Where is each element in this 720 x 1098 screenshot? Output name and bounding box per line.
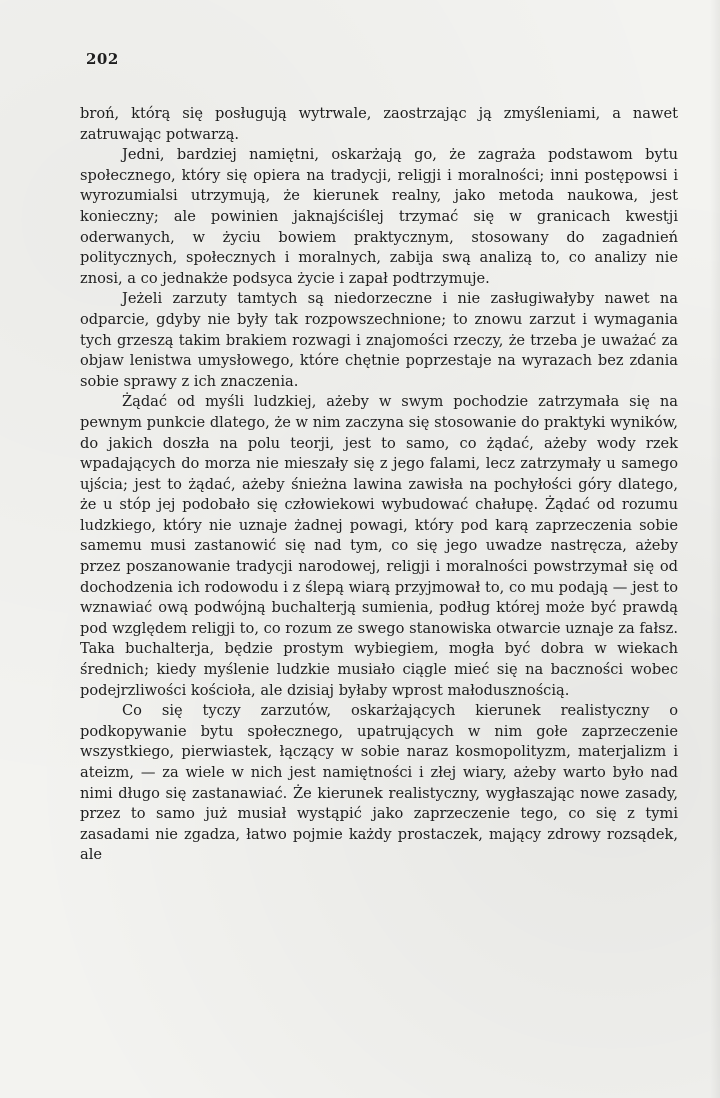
body-text	[80, 104, 678, 866]
paragraph-continuation: broń, którą się posługują wytrwale, zaostrzając ją zmyśleniami, a nawet zatruwając potwarzą.	[80, 105, 678, 143]
page-number: 202	[86, 50, 119, 68]
paragraph: Żądać od myśli ludzkiej, ażeby w swym pochodzie zatrzymała się na pewnym punkcie dlatego, że w nim zaczyna się stosowanie do praktyki wyników, do jakich doszła na polu teorji, jest to samo, co żądać, ażeby wody rzek wpadających do morza nie mieszały się z jego falami, lecz zatrzymały u samego ujścia; jest to żądać, ażeby śnieżna lawina zawisła na pochyłości góry dlatego, że u stóp jej podobało się człowiekowi wybudować chałupę. Żądać od rozumu ludzkiego, który nie uznaje żadnej powagi, który pod karą zaprzeczenia sobie samemu musi zastanowić się nad tym, co się jego uwadze nastręcza, ażeby przez poszanowanie tradycji narodowej, religji i moralności powstrzymał się od dochodzenia ich rodowodu i z ślepą wiarą przyjmował to, co mu podają — jest to wznawiać ową podwójną buchalterją sumienia, podług której może być prawdą pod względem religji to, co rozum ze swego stanowiska otwarcie uznaje za fałsz. Taka buchalterja, będzie prostym wybiegiem, mogła być dobra w wiekach średnich; kiedy myślenie ludzkie musiało ciągle mieć się na baczności wobec podejrzliwości kościoła, ale dzisiaj byłaby wprost małodusznością.	[80, 393, 678, 699]
paragraph: Jedni, bardziej namiętni, oskarżają go, że zagraża podstawom bytu społecznego, który się opiera na tradycji, religji i moralności; inni postępowsi i wyrozumialsi utrzymują, że kierunek realny, jako metoda naukowa, jest konieczny; ale powinien jaknajściślej trzymać się w granicach kwestji oderwanych, w życiu bowiem praktycznym, stosowany do zagadnień politycznych, społecznych i moralnych, zabija swą analizą to, co analizy nie znosi, a co jednakże podsyca życie i zapał podtrzymuje.	[80, 146, 678, 287]
paragraph: Jeżeli zarzuty tamtych są niedorzeczne i nie zasługiwałyby nawet na odparcie, gdyby nie były tak rozpowszechnione; to znowu zarzut i wymagania tych grzeszą takim brakiem rozwagi i znajomości rzeczy, że trzeba je uważać za objaw lenistwa umysłowego, które chętnie poprzestaje na wyrazach bez zdania sobie sprawy z ich znaczenia.	[80, 290, 678, 390]
scan-shadow-edge	[710, 0, 720, 1098]
paragraph: Co się tyczy zarzutów, oskarżających kierunek realistyczny o podkopywanie bytu społecznego, upatrujących w nim gołe zaprzeczenie wszystkiego, pierwiastek, łączący w sobie naraz kosmopolityzm, materjalizm i ateizm, — za wiele w nich jest namiętności i złej wiary, ażeby warto było nad nimi długo się zastanawiać. Że kierunek realistyczny, wygłaszając nowe zasady, przez to samo już musiał wystąpić jako zaprzeczenie tego, co się z tymi zasadami nie zgadza, łatwo pojmie każdy prostaczek, mający zdrowy rozsądek, ale	[80, 702, 678, 864]
